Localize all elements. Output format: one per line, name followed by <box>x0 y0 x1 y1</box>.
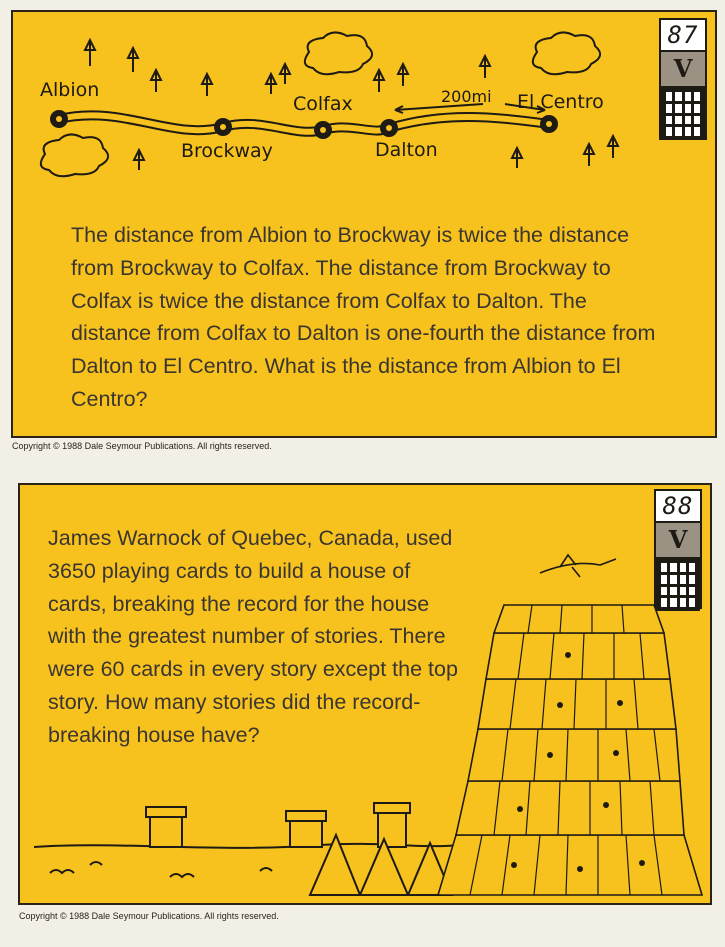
level-indicator: V <box>661 52 705 88</box>
card-number: 88 <box>656 491 700 523</box>
level-indicator: V <box>656 523 700 559</box>
copyright-note: Copyright © 1988 Dale Seymour Publications. All rights reserved. <box>19 911 279 921</box>
town-label-dalton: Dalton <box>375 139 438 161</box>
copyright-note: Copyright © 1988 Dale Seymour Publications. All rights reserved. <box>12 441 272 451</box>
problem-card-87 <box>11 10 717 438</box>
card-number: 87 <box>661 20 705 52</box>
grid-icon <box>661 88 705 140</box>
town-label-brockway: Brockway <box>181 140 273 162</box>
card-tower <box>438 605 702 895</box>
distance-label: 200mi <box>441 87 492 106</box>
rooftop-chimneys <box>146 803 410 847</box>
airplane-icon <box>540 555 616 577</box>
problem-card-88 <box>18 483 712 905</box>
town-label-colfax: Colfax <box>293 93 353 115</box>
problem-text: James Warnock of Quebec, Canada, used 3650 playing cards to build a house of cards, breaking the record for the house with the greatest number of stories. There were 60 cards in every story except the top story. How many stories did the record-breaking house have? <box>48 526 458 747</box>
town-label-el-centro: El Centro <box>517 91 604 113</box>
card-number-badge <box>659 18 707 140</box>
house-of-cards-illustration <box>20 485 714 907</box>
problem-text: The distance from Albion to Brockway is twice the distance from Brockway to Colfax. The distance from Brockway to Colfax is twice the distance from Colfax to Dalton. The distance from Colfax to Dalton is one-fourth the distance from Dalton to El Centro. What is the distance from Albion to El Centro? <box>71 223 656 411</box>
town-label-albion: Albion <box>40 79 100 101</box>
fallen-cards <box>310 835 452 895</box>
